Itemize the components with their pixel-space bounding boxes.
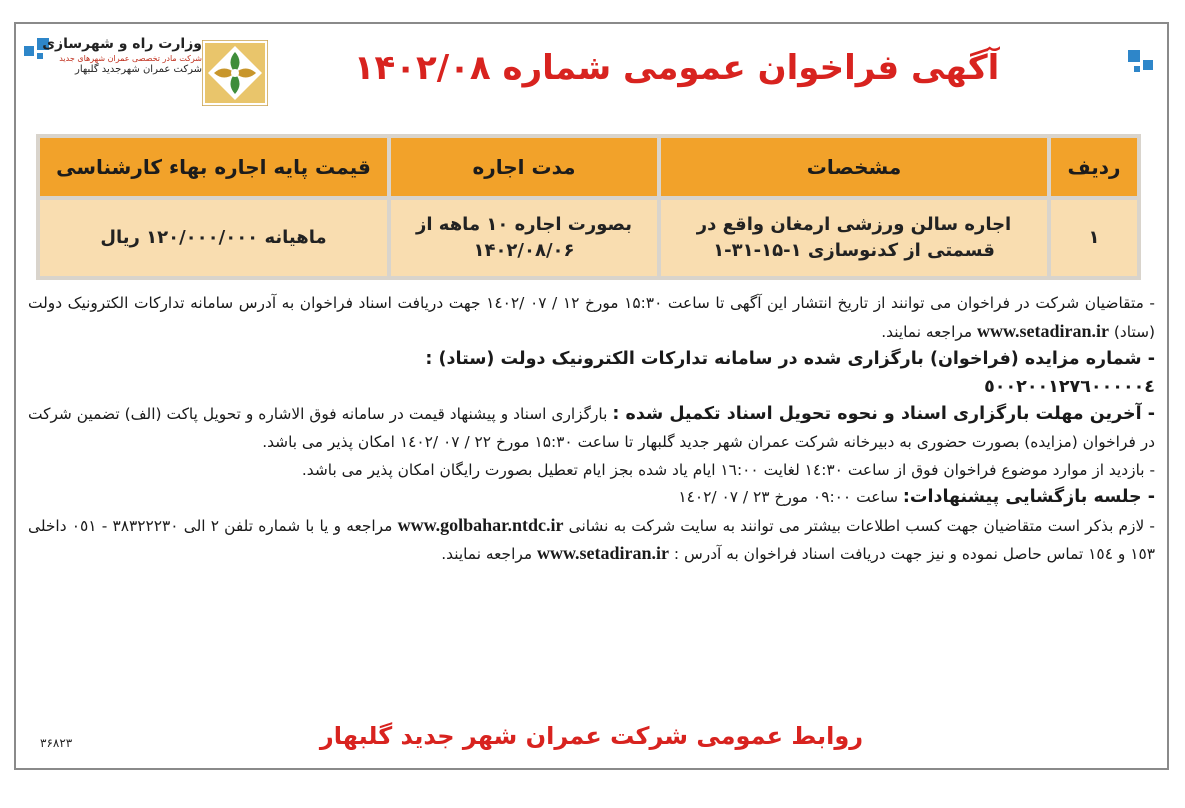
cell-row-number: ۱	[1051, 200, 1137, 276]
logo-parent-company: شرکت مادر تخصصی عمران شهرهای جدید	[59, 53, 202, 63]
paragraph-contact	[28, 512, 1155, 569]
tender-table	[36, 134, 1141, 280]
ministry-emblem-icon	[202, 40, 268, 106]
table-header-row	[40, 138, 1137, 196]
table-row	[40, 200, 1137, 276]
ministry-logo	[26, 36, 276, 116]
golbahar-site-link[interactable]: www.golbahar.ntdc.ir	[397, 514, 564, 535]
notice-code: ۳۶۸۲۳	[40, 736, 73, 750]
contact-text: - لازم بذکر است متقاضیان جهت کسب اطلاعات بیشتر می توانند به سایت شرکت به نشانی	[568, 516, 1155, 535]
paragraph-auction-number	[28, 346, 1155, 401]
visit-text: - بازدید از موارد موضوع فراخوان فوق از ساعت ۱٤:۳۰ لغایت ۱٦:۰۰ ایام یاد شده بجز ایام تعطیل بصورت رایگان امکان پذیر می باشد.	[301, 460, 1155, 479]
paragraph-deadline	[28, 401, 1155, 456]
logo-ministry-name: وزارت راه و شهرسازی	[42, 36, 202, 52]
opening-text: ساعت ۰۹:۰۰ مورخ ۲۳ / ۰۷ /۱٤۰۲	[678, 488, 898, 507]
deadline-text: بارگزاری اسناد و پیشنهاد قیمت در سامانه فوق الاشاره و تحویل پاکت (الف) تضمین شرکت در فراخوان (مزایده) بصورت حضوری به دبیرخانه شرکت عمران شهر جدید گلبهار تا ساعت ۱۵:۳۰ مورخ ۲۲ / ۰۷ /۱٤۰۲ امکان پذیر می باشد.	[28, 405, 1155, 451]
cell-duration: بصورت اجاره ۱۰ ماهه از ۱۴۰۲/۰۸/۰۶	[391, 200, 657, 276]
auction-number-label: - شماره مزایده (فراخوان) بارگزاری شده در سامانه تدارکات الکترونیک دولت (ستاد) :	[425, 349, 1155, 370]
column-header-row-number: ردیف	[1051, 138, 1137, 196]
deadline-heading: - آخرین مهلت بارگزاری اسناد و نحوه تحویل اسناد تکمیل شده :	[612, 404, 1155, 425]
cell-price: ماهیانه ۱۲۰/۰۰۰/۰۰۰ ریال	[40, 200, 387, 276]
contact-text-2: مراجعه و یا با شماره تلفن ۲ الی ۳۸۳۲۲۲۳۰ - ۰٥۱ داخلی ۱٥۳ و ۱٥٤ تماس حاصل نموده و نیز جهت دریافت اسناد فراخوان به آدرس :	[28, 516, 1155, 564]
signature: روابط عمومی شرکت عمران شهر جدید گلبهار	[319, 722, 864, 750]
documents-tail: مراجعه نمایند.	[881, 322, 973, 341]
notice-frame	[14, 22, 1169, 770]
contact-tail: مراجعه نمایند.	[441, 545, 533, 564]
opening-heading: - جلسه بازگشایی پیشنهادات:	[902, 487, 1155, 508]
column-header-specs: مشخصات	[661, 138, 1047, 196]
paragraph-visit	[28, 457, 1155, 485]
setad-link[interactable]: www.setadiran.ir	[977, 320, 1109, 341]
column-header-duration: مدت اجاره	[391, 138, 657, 196]
page-title: آگهی فراخوان عمومی شماره ۱۴۰۲/۰۸	[353, 48, 1000, 88]
notice-header	[16, 24, 1167, 128]
setad-link-2[interactable]: www.setadiran.ir	[537, 543, 669, 564]
paragraph-opening	[28, 484, 1155, 512]
column-header-price: قیمت پایه اجاره بهاء کارشناسی	[40, 138, 387, 196]
documents-text: - متقاضیان شرکت در فراخوان می توانند از تاریخ انتشار این آگهی تا ساعت ۱۵:۳۰ مورخ ۱۲ / ۰۷ /۱٤۰۲ جهت دریافت اسناد فراخوان به آدرس سامانه تدارکات الکترونیک دولت (ستاد)	[28, 294, 1155, 341]
cell-specs: اجاره سالن ورزشی ارمغان واقع در قسمتی از کدنوسازی ۱-۱۵-۳۱-۱	[661, 200, 1047, 276]
auction-number-value: ٥٠٠٢٠٠١٢٧٦٠٠٠٠٠٤	[984, 376, 1155, 397]
notice-body	[28, 290, 1155, 569]
paragraph-documents	[28, 290, 1155, 346]
logo-company-name: شرکت عمران شهرجدید گلبهار	[75, 63, 202, 75]
